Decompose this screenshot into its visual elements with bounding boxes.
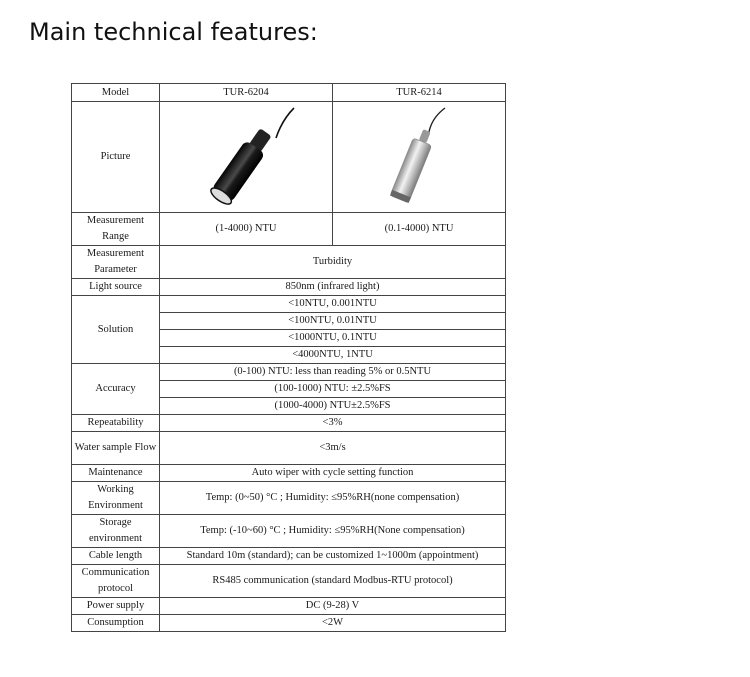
steel-probe-image [335, 102, 506, 206]
solution-value-1: <10NTU, 0.001NTU [160, 296, 506, 313]
accuracy-label: Accuracy [72, 364, 160, 415]
maintenance-label: Maintenance [72, 465, 160, 482]
repeatability-value: <3% [160, 415, 506, 432]
row-range [72, 213, 506, 246]
maintenance-value: Auto wiper with cycle setting function [160, 465, 506, 482]
row-maintenance [72, 465, 506, 482]
working-environment-value: Temp: (0~50) °C ; Humidity: ≤95%RH(none compensation) [160, 482, 506, 515]
power-supply-label: Power supply [72, 598, 160, 615]
range-label: Measurement Range [72, 213, 160, 246]
communication-label: Communication protocol [72, 565, 160, 598]
row-picture [72, 102, 506, 213]
solution-label: Solution [72, 296, 160, 364]
light-label: Light source [72, 279, 160, 296]
storage-environment-value: Temp: (-10~60) °C ; Humidity: ≤95%RH(None compensation) [160, 515, 506, 548]
picture-label: Picture [72, 102, 160, 213]
probe-photo-tur-6204 [160, 102, 333, 213]
accuracy-value-3: (1000-4000) NTU±2.5%FS [160, 398, 506, 415]
light-value: 850nm (infrared light) [160, 279, 506, 296]
model-label: Model [72, 84, 160, 102]
cable-length-value: Standard 10m (standard); can be customized 1~1000m (appointment) [160, 548, 506, 565]
storage-environment-label: Storage environment [72, 515, 160, 548]
flow-value: <3m/s [160, 432, 506, 465]
black-probe-image [162, 102, 333, 206]
row-working-environment [72, 482, 506, 515]
page-heading: Main technical features: [29, 18, 318, 46]
row-parameter [72, 246, 506, 279]
flow-label: Water sample Flow [72, 432, 160, 465]
row-solution [72, 296, 506, 313]
working-environment-label: Working Environment [72, 482, 160, 515]
range-tur-6204: (1-4000) NTU [160, 213, 333, 246]
consumption-label: Consumption [72, 615, 160, 632]
accuracy-value-2: (100-1000) NTU: ±2.5%FS [160, 381, 506, 398]
accuracy-value-1: (0-100) NTU: less than reading 5% or 0.5NTU [160, 364, 506, 381]
power-supply-value: DC (9-28) V [160, 598, 506, 615]
row-flow [72, 432, 506, 465]
row-model [72, 84, 506, 102]
parameter-label: Measurement Parameter [72, 246, 160, 279]
row-light [72, 279, 506, 296]
range-tur-6214: (0.1-4000) NTU [333, 213, 506, 246]
consumption-value: <2W [160, 615, 506, 632]
communication-value: RS485 communication (standard Modbus-RTU protocol) [160, 565, 506, 598]
probe-photo-tur-6214 [333, 102, 506, 213]
repeatability-label: Repeatability [72, 415, 160, 432]
solution-value-2: <100NTU, 0.01NTU [160, 313, 506, 330]
row-storage-environment [72, 515, 506, 548]
model-tur-6214: TUR-6214 [333, 84, 506, 102]
solution-value-3: <1000NTU, 0.1NTU [160, 330, 506, 347]
row-accuracy [72, 364, 506, 381]
cable-length-label: Cable length [72, 548, 160, 565]
model-tur-6204: TUR-6204 [160, 84, 333, 102]
spec-table [71, 83, 506, 632]
row-power-supply [72, 598, 506, 615]
solution-value-4: <4000NTU, 1NTU [160, 347, 506, 364]
row-communication [72, 565, 506, 598]
row-cable-length [72, 548, 506, 565]
parameter-value: Turbidity [160, 246, 506, 279]
row-consumption [72, 615, 506, 632]
row-repeatability [72, 415, 506, 432]
